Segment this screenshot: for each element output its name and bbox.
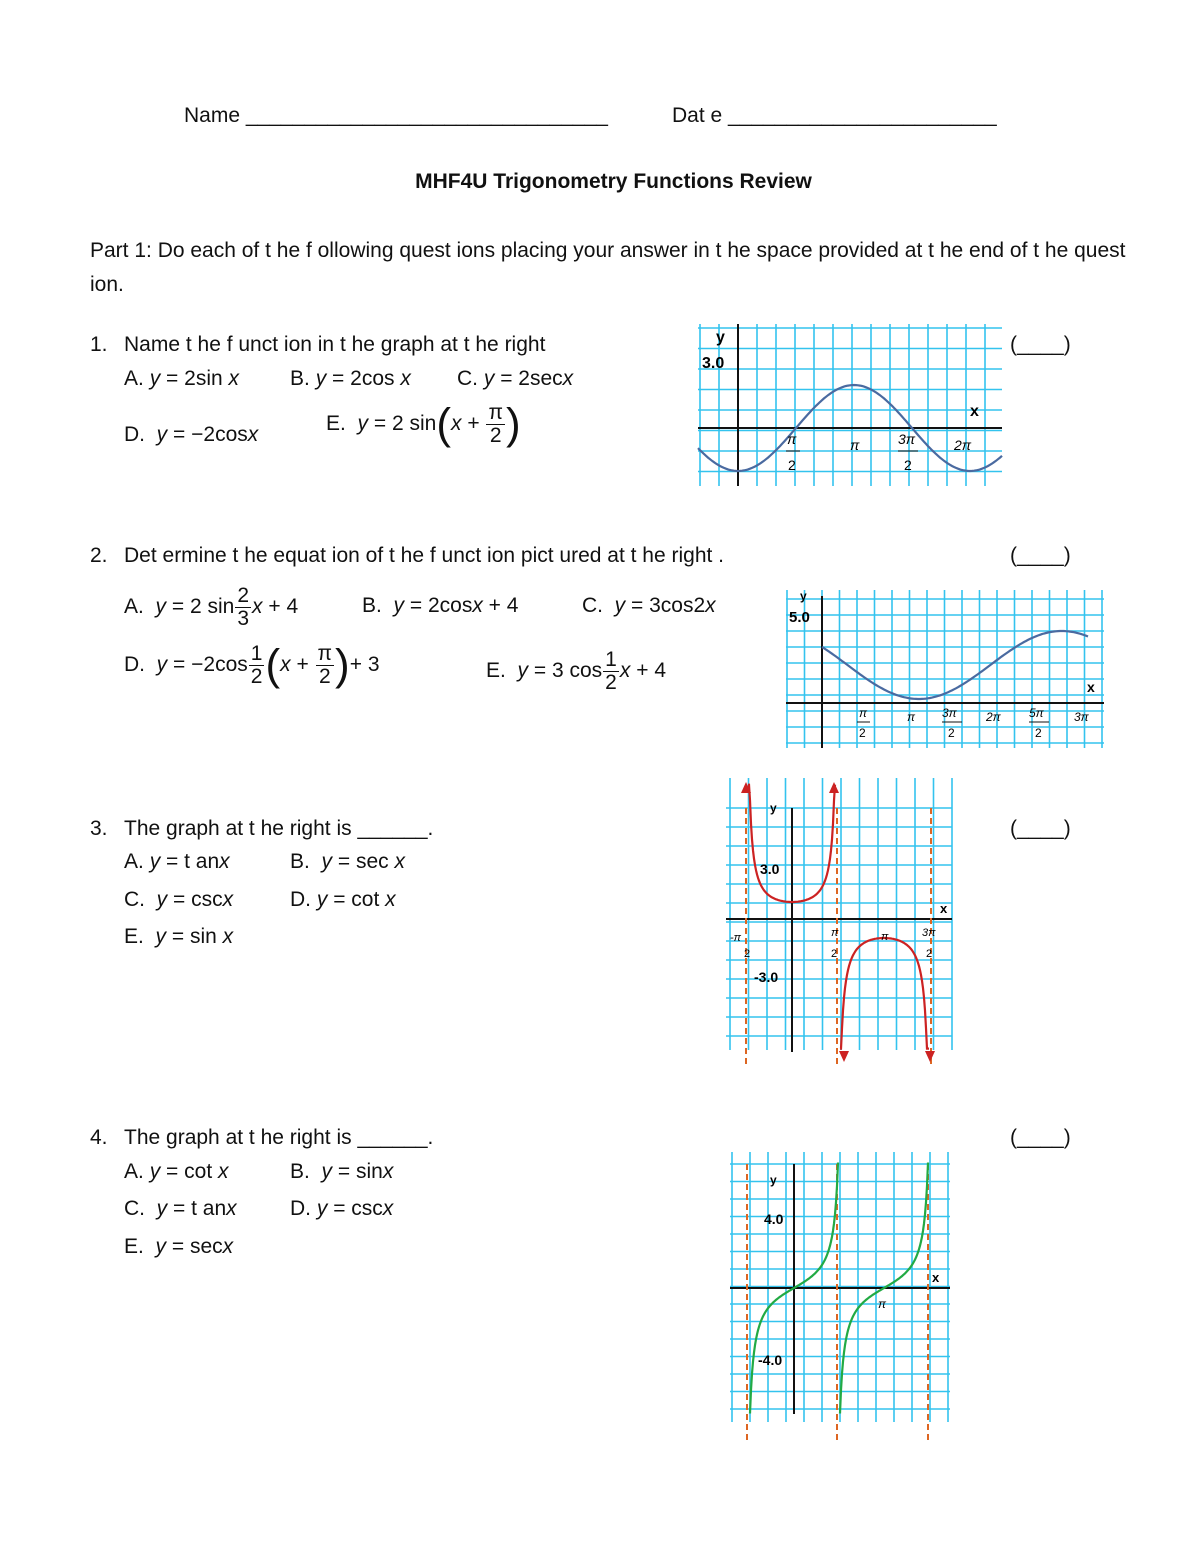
svg-text:3π: 3π — [922, 927, 936, 939]
q3-tick-neg-pi-half — [730, 932, 750, 960]
q2-tick-3pi: 3π — [1074, 710, 1089, 724]
date-blank[interactable]: _______________________ — [728, 104, 997, 127]
q1-x-label: x — [970, 403, 979, 420]
q2-y-label: y — [800, 589, 807, 603]
svg-text:2: 2 — [926, 948, 933, 960]
q4-y-label: y — [770, 1173, 777, 1187]
q1-graph — [698, 324, 1004, 486]
q1-number: 1. — [90, 333, 108, 356]
svg-text:π: π — [831, 927, 839, 939]
q2-option-a[interactable]: A. y = 2 sin $\frac{2}{3}$ x + 4 — [124, 584, 299, 631]
q2-tick-pi: π — [907, 710, 916, 724]
q4-graph — [730, 1152, 956, 1442]
q2-x-label: x — [1087, 679, 1095, 695]
q3-option-d[interactable]: D. y = cot x — [290, 888, 396, 911]
q1-answer-blank[interactable]: (____) — [1010, 333, 1071, 356]
svg-text:2: 2 — [831, 948, 838, 960]
q4-x-label: x — [932, 1270, 940, 1285]
q3-number: 3. — [90, 817, 108, 840]
q1-grid — [698, 324, 1002, 486]
q3-grid — [726, 778, 952, 1050]
q2-option-d[interactable]: D. y = −2cos $\frac{1}{2}$ (x + $\frac{\pi}{2}$ )+ 3 — [124, 640, 380, 690]
q3-y-tick-pos: 3.0 — [760, 861, 780, 877]
q1-option-b[interactable]: B. y = 2cos x — [290, 367, 411, 390]
q2-grid — [786, 590, 1104, 748]
q1-option-d[interactable]: D. y = −2cosx — [124, 423, 259, 446]
q4-option-b[interactable]: B. y = sinx — [290, 1160, 394, 1183]
q4-option-c[interactable]: C. y = t anx — [124, 1197, 237, 1220]
svg-text:2: 2 — [744, 948, 751, 960]
q1-option-c[interactable]: C. y = 2secx — [457, 367, 574, 390]
q1-y-label: y — [716, 329, 725, 346]
q4-option-d[interactable]: D. y = cscx — [290, 1197, 394, 1220]
q3-option-b[interactable]: B. y = sec x — [290, 850, 405, 873]
q4-y-tick-neg: -4.0 — [758, 1352, 783, 1368]
q4-option-a[interactable]: A. y = cot x — [124, 1160, 229, 1183]
page-title: MHF4U Trigonometry Functions Review — [415, 170, 812, 193]
q3-option-e[interactable]: E. y = sin x — [124, 925, 234, 948]
q3-arrow-icon — [925, 1051, 935, 1062]
q2-graph — [786, 590, 1104, 748]
q2-curve — [822, 631, 1088, 699]
q3-option-a[interactable]: A. y = t anx — [124, 850, 230, 873]
q1-tick-pi: π — [850, 437, 860, 453]
q2-answer-blank[interactable]: (____) — [1010, 544, 1071, 567]
svg-text:3π: 3π — [898, 431, 916, 447]
q3-y-label: y — [770, 801, 777, 815]
svg-text:π: π — [787, 431, 797, 447]
svg-text:2: 2 — [948, 726, 955, 740]
q1-prompt: Name t he f unct ion in t he graph at t he right — [124, 333, 546, 356]
instructions: Part 1: Do each of t he f ollowing quest ions placing your answer in t he space provided at t he end of t he quest ion. — [90, 239, 1126, 296]
date-label: Dat e _______________________ — [672, 104, 997, 127]
q3-arrow-icon — [839, 1051, 849, 1062]
svg-text:5π: 5π — [1029, 706, 1044, 720]
q2-option-e[interactable]: E. y = 3 cos $\frac{1}{2}$ x + 4 — [486, 648, 666, 695]
svg-text:-π: -π — [730, 932, 742, 944]
q3-graph — [726, 778, 956, 1070]
svg-text:π: π — [859, 706, 868, 720]
q3-option-c[interactable]: C. y = cscx — [124, 888, 234, 911]
q2-y-tick: 5.0 — [789, 609, 810, 626]
q2-tick-2pi: 2π — [986, 710, 1001, 724]
q3-x-label: x — [940, 901, 948, 916]
q4-option-e[interactable]: E. y = secx — [124, 1235, 234, 1258]
q2-option-b[interactable]: B. y = 2cosx + 4 — [362, 594, 519, 617]
name-label: Name _______________________________ — [184, 104, 608, 127]
q3-tick-pi: π — [881, 931, 889, 943]
q4-tick-pi: π — [878, 1297, 887, 1311]
q4-number: 4. — [90, 1126, 108, 1149]
svg-text:2: 2 — [788, 457, 796, 473]
q3-y-tick-neg: -3.0 — [754, 969, 779, 985]
svg-text:2: 2 — [904, 457, 912, 473]
q4-prompt: The graph at t he right is ______. — [124, 1126, 434, 1149]
svg-text:3π: 3π — [942, 706, 957, 720]
q1-tick-pi-half — [786, 431, 800, 473]
q1-tick-3pi-half — [898, 431, 918, 473]
q1-y-tick: 3.0 — [702, 355, 725, 372]
q1-tick-2pi: 2π — [954, 437, 972, 453]
svg-text:2: 2 — [1035, 726, 1042, 740]
q2-number: 2. — [90, 544, 108, 567]
q3-arrow-icon — [829, 782, 839, 793]
q1-option-e[interactable]: E. y = 2 sin(x + $\frac{\pi}{2}$ ) — [326, 399, 521, 449]
q2-option-c[interactable]: C. y = 3cos2x — [582, 594, 716, 617]
q3-answer-blank[interactable]: (____) — [1010, 817, 1071, 840]
q3-prompt: The graph at t he right is ______. — [124, 817, 434, 840]
q2-prompt: Det ermine t he equat ion of t he f unct ion pict ured at t he right . — [124, 544, 725, 567]
name-blank[interactable]: _______________________________ — [245, 104, 608, 127]
q1-option-a[interactable]: A. y = 2sin x — [124, 367, 240, 390]
q4-y-tick-pos: 4.0 — [764, 1211, 784, 1227]
q4-answer-blank[interactable]: (____) — [1010, 1126, 1071, 1149]
svg-text:2: 2 — [859, 726, 866, 740]
